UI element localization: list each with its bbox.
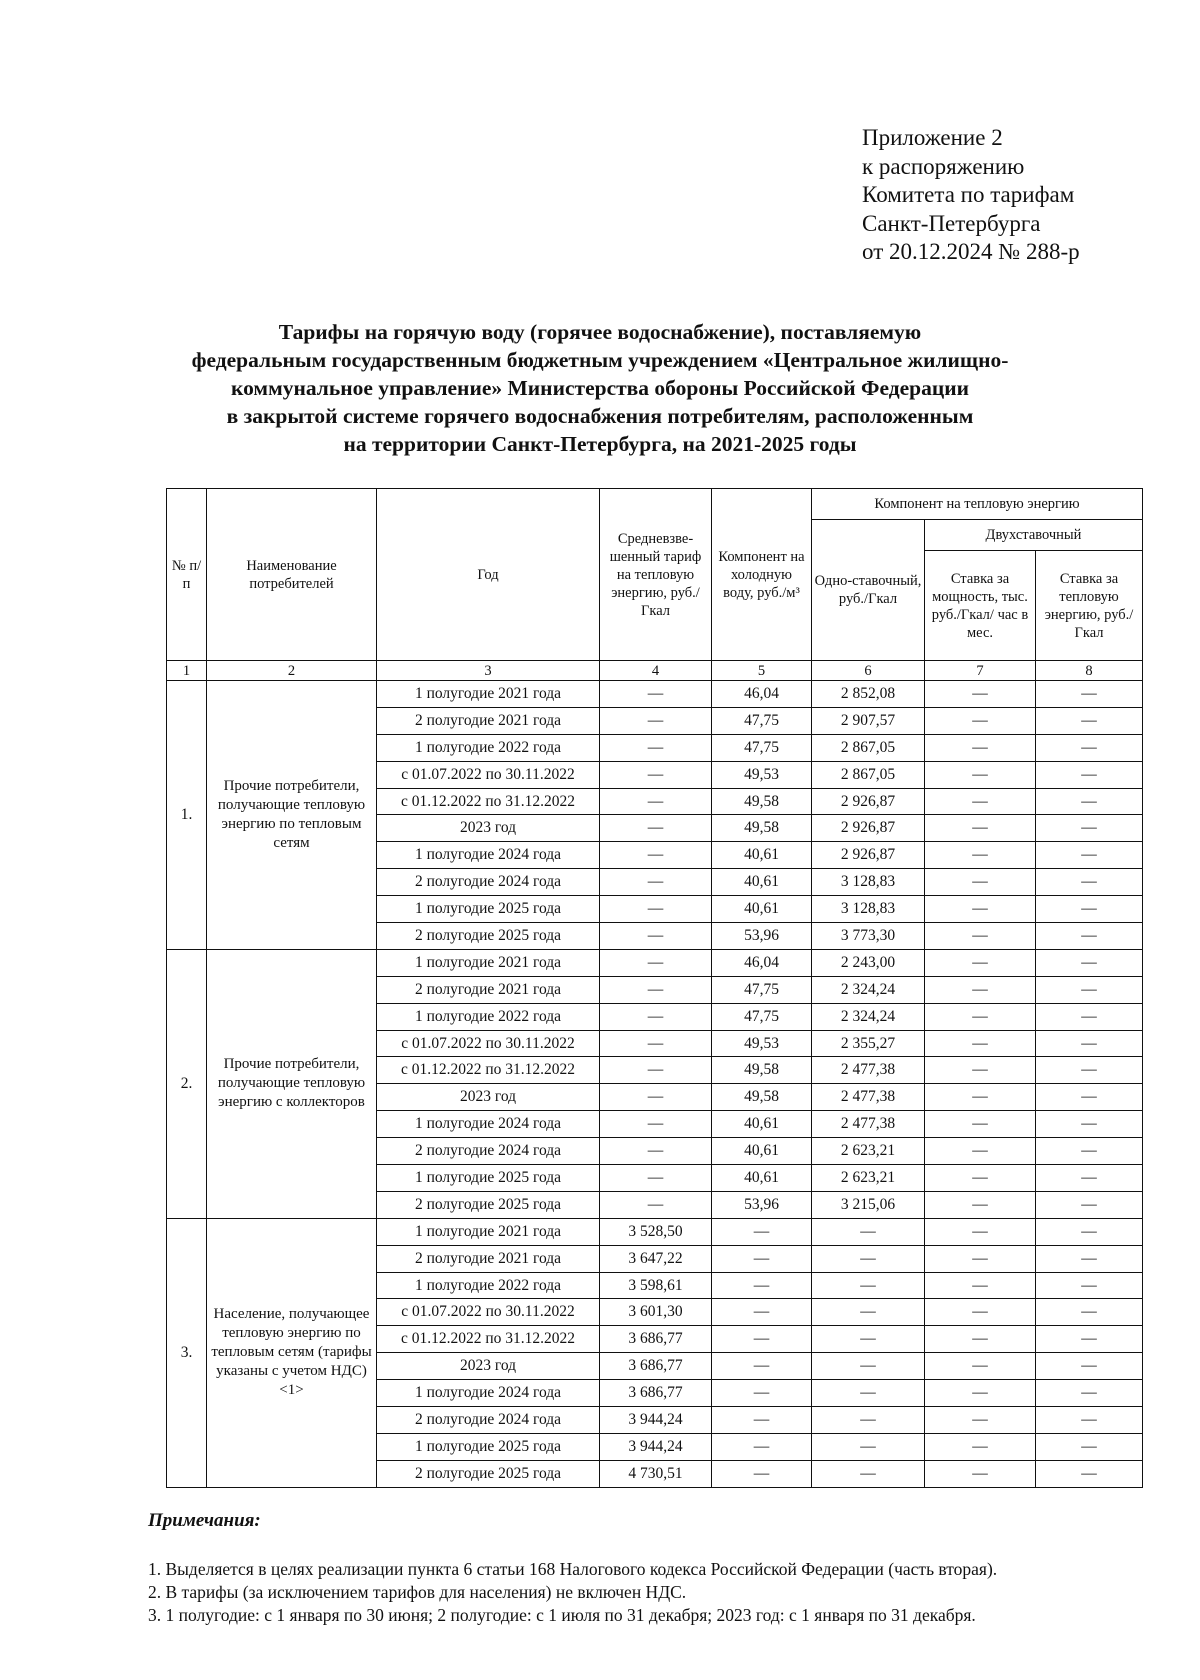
column-number: 8	[1036, 661, 1143, 681]
power-rate-cell: —	[925, 1030, 1036, 1057]
cold-water-cell: —	[712, 1353, 812, 1380]
cold-water-cell: —	[712, 1218, 812, 1245]
cold-water-cell: —	[712, 1326, 812, 1353]
header-cold-water: Компонент на холодную воду, руб./м³	[712, 489, 812, 661]
period-cell: 2 полугодие 2024 года	[377, 1407, 600, 1434]
header-energy-rate: Ставка за тепловую энергию, руб./Гкал	[1036, 551, 1143, 661]
power-rate-cell: —	[925, 1084, 1036, 1111]
power-rate-cell: —	[925, 1353, 1036, 1380]
cold-water-cell: —	[712, 1433, 812, 1460]
period-cell: 1 полугодие 2024 года	[377, 1380, 600, 1407]
table-row	[167, 1218, 1143, 1245]
period-cell: 2 полугодие 2021 года	[377, 1245, 600, 1272]
power-rate-cell: —	[925, 1111, 1036, 1138]
cold-water-cell: 49,58	[712, 1084, 812, 1111]
energy-rate-cell: —	[1036, 1138, 1143, 1165]
note-item: 2. В тарифы (за исключением тарифов для населения) не включен НДС.	[148, 1582, 687, 1602]
power-rate-cell: —	[925, 761, 1036, 788]
power-rate-cell: —	[925, 1057, 1036, 1084]
column-number: 2	[207, 661, 377, 681]
avg-tariff-cell: —	[600, 1030, 712, 1057]
power-rate-cell: —	[925, 1299, 1036, 1326]
appendix-line: от 20.12.2024 № 288-р	[862, 239, 1080, 265]
power-rate-cell: —	[925, 1407, 1036, 1434]
avg-tariff-cell: —	[600, 896, 712, 923]
single-rate-cell: —	[812, 1272, 925, 1299]
table-row	[167, 949, 1143, 976]
avg-tariff-cell: 4 730,51	[600, 1460, 712, 1487]
cold-water-cell: 47,75	[712, 1003, 812, 1030]
header-power-rate: Ставка за мощность, тыс. руб./Гкал/ час в мес.	[925, 551, 1036, 661]
power-rate-cell: —	[925, 1165, 1036, 1192]
power-rate-cell: —	[925, 949, 1036, 976]
cold-water-cell: 40,61	[712, 1165, 812, 1192]
energy-rate-cell: —	[1036, 976, 1143, 1003]
avg-tariff-cell: 3 598,61	[600, 1272, 712, 1299]
energy-rate-cell: —	[1036, 1003, 1143, 1030]
single-rate-cell: —	[812, 1380, 925, 1407]
energy-rate-cell: —	[1036, 896, 1143, 923]
energy-rate-cell: —	[1036, 923, 1143, 950]
energy-rate-cell: —	[1036, 1380, 1143, 1407]
notes-heading: Примечания:	[148, 1510, 261, 1531]
avg-tariff-cell: —	[600, 842, 712, 869]
single-rate-cell: 2 477,38	[812, 1111, 925, 1138]
avg-tariff-cell: —	[600, 788, 712, 815]
energy-rate-cell: —	[1036, 949, 1143, 976]
cold-water-cell: 49,58	[712, 1057, 812, 1084]
title-line: на территории Санкт-Петербурга, на 2021-2025 годы	[343, 432, 857, 456]
column-number: 1	[167, 661, 207, 681]
avg-tariff-cell: 3 528,50	[600, 1218, 712, 1245]
period-cell: 2 полугодие 2024 года	[377, 869, 600, 896]
single-rate-cell: 2 324,24	[812, 1003, 925, 1030]
appendix-line: к распоряжению	[862, 153, 1025, 179]
avg-tariff-cell: —	[600, 923, 712, 950]
period-cell: 2 полугодие 2025 года	[377, 1460, 600, 1487]
avg-tariff-cell: 3 686,77	[600, 1326, 712, 1353]
single-rate-cell: 2 324,24	[812, 976, 925, 1003]
period-cell: 1 полугодие 2022 года	[377, 734, 600, 761]
appendix-block	[862, 124, 1162, 267]
single-rate-cell: —	[812, 1433, 925, 1460]
title-line: в закрытой системе горячего водоснабжения потребителям, расположенным	[226, 404, 974, 428]
header-heat-component: Компонент на тепловую энергию	[812, 489, 1143, 520]
energy-rate-cell: —	[1036, 1084, 1143, 1111]
period-cell: 2 полугодие 2025 года	[377, 923, 600, 950]
column-number: 7	[925, 661, 1036, 681]
single-rate-cell: —	[812, 1407, 925, 1434]
header-consumer: Наименование потребителей	[207, 489, 377, 661]
energy-rate-cell: —	[1036, 1299, 1143, 1326]
period-cell: 1 полугодие 2025 года	[377, 896, 600, 923]
energy-rate-cell: —	[1036, 1326, 1143, 1353]
power-rate-cell: —	[925, 1003, 1036, 1030]
cold-water-cell: —	[712, 1272, 812, 1299]
power-rate-cell: —	[925, 842, 1036, 869]
avg-tariff-cell: —	[600, 1084, 712, 1111]
single-rate-cell: 3 128,83	[812, 869, 925, 896]
power-rate-cell: —	[925, 1326, 1036, 1353]
single-rate-cell: 2 926,87	[812, 842, 925, 869]
energy-rate-cell: —	[1036, 1245, 1143, 1272]
consumer-name: Прочие потребители, получающие тепловую энергию по тепловым сетям	[207, 681, 377, 950]
power-rate-cell: —	[925, 1191, 1036, 1218]
single-rate-cell: 3 128,83	[812, 896, 925, 923]
power-rate-cell: —	[925, 976, 1036, 1003]
cold-water-cell: 47,75	[712, 734, 812, 761]
tariff-rows	[167, 681, 1143, 1488]
period-cell: с 01.07.2022 по 30.11.2022	[377, 1299, 600, 1326]
energy-rate-cell: —	[1036, 1111, 1143, 1138]
avg-tariff-cell: —	[600, 761, 712, 788]
single-rate-cell: 2 867,05	[812, 761, 925, 788]
energy-rate-cell: —	[1036, 1191, 1143, 1218]
avg-tariff-cell: —	[600, 734, 712, 761]
energy-rate-cell: —	[1036, 1460, 1143, 1487]
column-number: 4	[600, 661, 712, 681]
cold-water-cell: 40,61	[712, 842, 812, 869]
period-cell: с 01.12.2022 по 31.12.2022	[377, 1057, 600, 1084]
single-rate-cell: 2 623,21	[812, 1138, 925, 1165]
cold-water-cell: 49,58	[712, 788, 812, 815]
energy-rate-cell: —	[1036, 1165, 1143, 1192]
energy-rate-cell: —	[1036, 869, 1143, 896]
power-rate-cell: —	[925, 1138, 1036, 1165]
power-rate-cell: —	[925, 707, 1036, 734]
group-number: 1.	[167, 681, 207, 950]
energy-rate-cell: —	[1036, 681, 1143, 708]
avg-tariff-cell: 3 686,77	[600, 1380, 712, 1407]
title-line: федеральным государственным бюджетным учреждением «Центральное жилищно-	[191, 348, 1009, 372]
avg-tariff-cell: 3 647,22	[600, 1245, 712, 1272]
power-rate-cell: —	[925, 681, 1036, 708]
period-cell: 1 полугодие 2022 года	[377, 1272, 600, 1299]
energy-rate-cell: —	[1036, 1030, 1143, 1057]
energy-rate-cell: —	[1036, 788, 1143, 815]
single-rate-cell: 2 926,87	[812, 788, 925, 815]
period-cell: 1 полугодие 2022 года	[377, 1003, 600, 1030]
avg-tariff-cell: —	[600, 1003, 712, 1030]
power-rate-cell: —	[925, 1380, 1036, 1407]
period-cell: 1 полугодие 2021 года	[377, 681, 600, 708]
avg-tariff-cell: —	[600, 1138, 712, 1165]
group-number: 2.	[167, 949, 207, 1218]
column-number: 6	[812, 661, 925, 681]
single-rate-cell: —	[812, 1218, 925, 1245]
header-num: № п/п	[167, 489, 207, 661]
single-rate-cell: —	[812, 1245, 925, 1272]
avg-tariff-cell: 3 944,24	[600, 1433, 712, 1460]
table-row	[167, 681, 1143, 708]
energy-rate-cell: —	[1036, 1218, 1143, 1245]
period-cell: 2 полугодие 2025 года	[377, 1191, 600, 1218]
tariffs-table	[166, 488, 1143, 1488]
power-rate-cell: —	[925, 1272, 1036, 1299]
period-cell: 1 полугодие 2024 года	[377, 842, 600, 869]
single-rate-cell: 3 773,30	[812, 923, 925, 950]
single-rate-cell: —	[812, 1299, 925, 1326]
period-cell: 2 полугодие 2024 года	[377, 1138, 600, 1165]
cold-water-cell: 53,96	[712, 1191, 812, 1218]
appendix-line: Санкт-Петербурга	[862, 210, 1041, 236]
energy-rate-cell: —	[1036, 1057, 1143, 1084]
note-item: 1. Выделяется в целях реализации пункта 6 статьи 168 Налогового кодекса Российской Федерации (часть вторая).	[148, 1559, 998, 1579]
avg-tariff-cell: —	[600, 1165, 712, 1192]
avg-tariff-cell: 3 944,24	[600, 1407, 712, 1434]
energy-rate-cell: —	[1036, 1353, 1143, 1380]
cold-water-cell: 40,61	[712, 869, 812, 896]
avg-tariff-cell: —	[600, 869, 712, 896]
cold-water-cell: 46,04	[712, 949, 812, 976]
energy-rate-cell: —	[1036, 815, 1143, 842]
single-rate-cell: 2 852,08	[812, 681, 925, 708]
consumer-name: Прочие потребители, получающие тепловую энергию с коллекторов	[207, 949, 377, 1218]
period-cell: 1 полугодие 2025 года	[377, 1433, 600, 1460]
power-rate-cell: —	[925, 1218, 1036, 1245]
column-number: 5	[712, 661, 812, 681]
group-number: 3.	[167, 1218, 207, 1487]
energy-rate-cell: —	[1036, 1433, 1143, 1460]
cold-water-cell: 47,75	[712, 707, 812, 734]
cold-water-cell: —	[712, 1380, 812, 1407]
cold-water-cell: —	[712, 1245, 812, 1272]
cold-water-cell: —	[712, 1407, 812, 1434]
cold-water-cell: 40,61	[712, 1138, 812, 1165]
single-rate-cell: —	[812, 1460, 925, 1487]
period-cell: 1 полугодие 2025 года	[377, 1165, 600, 1192]
single-rate-cell: —	[812, 1353, 925, 1380]
single-rate-cell: 2 477,38	[812, 1084, 925, 1111]
energy-rate-cell: —	[1036, 1407, 1143, 1434]
avg-tariff-cell: —	[600, 815, 712, 842]
power-rate-cell: —	[925, 869, 1036, 896]
energy-rate-cell: —	[1036, 1272, 1143, 1299]
single-rate-cell: 2 623,21	[812, 1165, 925, 1192]
single-rate-cell: —	[812, 1326, 925, 1353]
period-cell: 2023 год	[377, 815, 600, 842]
title-line: Тарифы на горячую воду (горячее водоснабжение), поставляемую	[278, 320, 922, 344]
single-rate-cell: 2 477,38	[812, 1057, 925, 1084]
cold-water-cell: 46,04	[712, 681, 812, 708]
header-single-rate: Одно-ставочный, руб./Гкал	[812, 520, 925, 661]
period-cell: 2023 год	[377, 1353, 600, 1380]
single-rate-cell: 2 907,57	[812, 707, 925, 734]
column-number: 3	[377, 661, 600, 681]
period-cell: с 01.07.2022 по 30.11.2022	[377, 1030, 600, 1057]
appendix-line: Комитета по тарифам	[862, 182, 1075, 208]
energy-rate-cell: —	[1036, 842, 1143, 869]
period-cell: 2 полугодие 2021 года	[377, 976, 600, 1003]
power-rate-cell: —	[925, 788, 1036, 815]
cold-water-cell: 47,75	[712, 976, 812, 1003]
period-cell: с 01.12.2022 по 31.12.2022	[377, 788, 600, 815]
energy-rate-cell: —	[1036, 761, 1143, 788]
single-rate-cell: 2 926,87	[812, 815, 925, 842]
cold-water-cell: 49,58	[712, 815, 812, 842]
energy-rate-cell: —	[1036, 734, 1143, 761]
document-title	[110, 318, 1090, 458]
cold-water-cell: 49,53	[712, 761, 812, 788]
power-rate-cell: —	[925, 923, 1036, 950]
avg-tariff-cell: —	[600, 1111, 712, 1138]
cold-water-cell: —	[712, 1299, 812, 1326]
header-two-rate: Двухставочный	[925, 520, 1143, 551]
avg-tariff-cell: —	[600, 1057, 712, 1084]
note-item: 3. 1 полугодие: с 1 января по 30 июня; 2 полугодие: с 1 июля по 31 декабря; 2023 год: с 1 января по 31 декабря.	[148, 1605, 976, 1625]
energy-rate-cell: —	[1036, 707, 1143, 734]
consumer-name: Население, получающее тепловую энергию по тепловым сетям (тарифы указаны с учетом НДС) <1>	[207, 1218, 377, 1487]
single-rate-cell: 2 867,05	[812, 734, 925, 761]
appendix-line: Приложение 2	[862, 125, 1003, 150]
period-cell: с 01.12.2022 по 31.12.2022	[377, 1326, 600, 1353]
cold-water-cell: 53,96	[712, 923, 812, 950]
period-cell: 1 полугодие 2024 года	[377, 1111, 600, 1138]
cold-water-cell: —	[712, 1460, 812, 1487]
single-rate-cell: 3 215,06	[812, 1191, 925, 1218]
cold-water-cell: 40,61	[712, 896, 812, 923]
power-rate-cell: —	[925, 1245, 1036, 1272]
period-cell: 1 полугодие 2021 года	[377, 1218, 600, 1245]
power-rate-cell: —	[925, 896, 1036, 923]
period-cell: с 01.07.2022 по 30.11.2022	[377, 761, 600, 788]
power-rate-cell: —	[925, 1460, 1036, 1487]
period-cell: 2023 год	[377, 1084, 600, 1111]
avg-tariff-cell: —	[600, 681, 712, 708]
avg-tariff-cell: 3 601,30	[600, 1299, 712, 1326]
notes-list	[148, 1558, 997, 1627]
power-rate-cell: —	[925, 815, 1036, 842]
cold-water-cell: 49,53	[712, 1030, 812, 1057]
avg-tariff-cell: —	[600, 976, 712, 1003]
cold-water-cell: 40,61	[712, 1111, 812, 1138]
avg-tariff-cell: —	[600, 949, 712, 976]
header-avg-tariff: Средневзве-шенный тариф на тепловую энергию, руб./Гкал	[600, 489, 712, 661]
header-year: Год	[377, 489, 600, 661]
period-cell: 2 полугодие 2021 года	[377, 707, 600, 734]
single-rate-cell: 2 243,00	[812, 949, 925, 976]
power-rate-cell: —	[925, 734, 1036, 761]
single-rate-cell: 2 355,27	[812, 1030, 925, 1057]
avg-tariff-cell: —	[600, 707, 712, 734]
period-cell: 1 полугодие 2021 года	[377, 949, 600, 976]
avg-tariff-cell: 3 686,77	[600, 1353, 712, 1380]
title-line: коммунальное управление» Министерства обороны Российской Федерации	[230, 376, 970, 400]
power-rate-cell: —	[925, 1433, 1036, 1460]
avg-tariff-cell: —	[600, 1191, 712, 1218]
